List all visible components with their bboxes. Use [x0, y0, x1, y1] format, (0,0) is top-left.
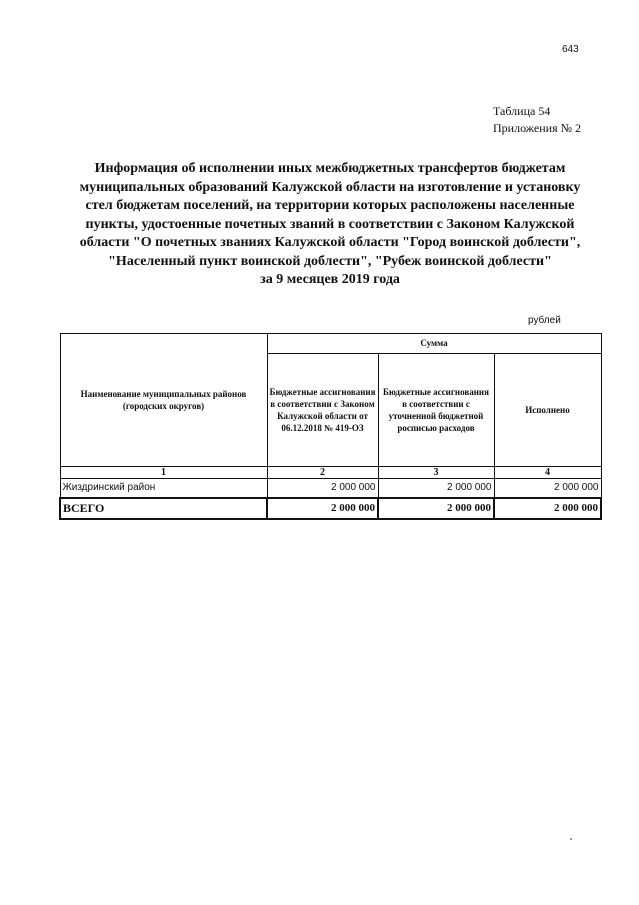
scan-speck	[570, 838, 572, 840]
document-title	[40, 160, 620, 290]
appendix-number: Приложения № 2	[493, 121, 582, 135]
title-line: муниципальных образований Калужской области на изготовление и установку	[79, 179, 581, 195]
title-line: за 9 месяцев 2019 года	[260, 272, 400, 287]
header-executed: Исполнено	[494, 354, 601, 467]
title-line: Информация об исполнении иных межбюджетных трансфертов бюджетам	[94, 161, 566, 176]
total-budget-schedule: 2 000 000	[378, 498, 494, 519]
table-reference	[493, 103, 581, 137]
column-numbers-row	[60, 467, 601, 479]
currency-units: рублей	[528, 315, 561, 326]
table-number: Таблица 54	[493, 104, 551, 118]
header-municipality-name: Наименование муниципальных районов (городских округов)	[60, 334, 267, 467]
title-line: пункты, удостоенные почетных званий в соответствии с Законом Калужской	[85, 216, 575, 232]
page-number: 643	[562, 44, 579, 55]
table-row	[60, 479, 601, 498]
transfers-table	[59, 333, 602, 520]
total-executed: 2 000 000	[494, 498, 601, 519]
title-line: стел бюджетам поселений, на территории которых расположены населенные	[85, 198, 575, 213]
header-budget-law: Бюджетные ассигнования в соответствии с Законом Калужской области от 06.12.2018 № 419-ОЗ	[267, 354, 378, 467]
header-sum: Сумма	[267, 334, 601, 354]
value-budget-law: 2 000 000	[267, 479, 378, 498]
title-line: "Населенный пункт воинской доблести", "Рубеж воинской доблести"	[108, 253, 552, 269]
total-budget-law: 2 000 000	[267, 498, 378, 519]
column-number: 3	[378, 467, 494, 479]
total-label: ВСЕГО	[60, 498, 267, 519]
column-number: 2	[267, 467, 378, 479]
total-row	[60, 498, 601, 519]
column-number: 4	[494, 467, 601, 479]
value-budget-schedule: 2 000 000	[378, 479, 494, 498]
title-line: области "О почетных званиях Калужской области "Город воинской доблести",	[79, 235, 581, 250]
column-number: 1	[60, 467, 267, 479]
header-budget-schedule: Бюджетные ассигнования в соответствии с уточненной бюджетной росписью расходов	[378, 354, 494, 467]
value-executed: 2 000 000	[494, 479, 601, 498]
municipality-name: Жиздринский район	[60, 479, 267, 498]
